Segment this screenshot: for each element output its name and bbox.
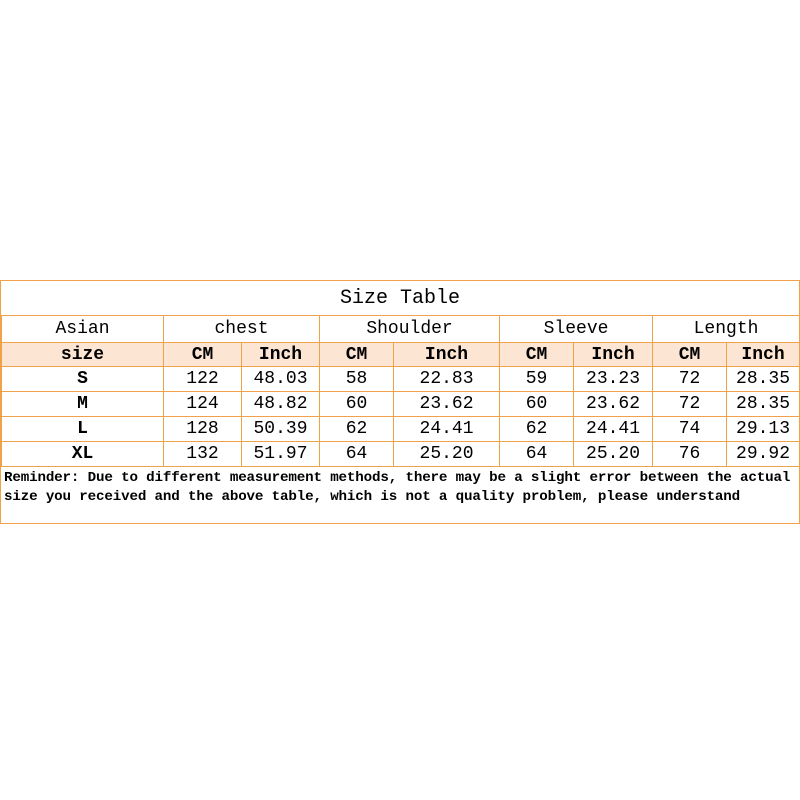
table-cell: 23.62 — [574, 392, 653, 417]
size-cell: M — [2, 392, 164, 417]
table-cell: 124 — [164, 392, 242, 417]
table-cell: 24.41 — [394, 417, 500, 442]
table-cell: 23.23 — [574, 367, 653, 392]
table-cell: 60 — [320, 392, 394, 417]
table-cell: 74 — [653, 417, 727, 442]
table-cell: 23.62 — [394, 392, 500, 417]
unit-header: Inch — [242, 343, 320, 367]
group-header-chest: chest — [164, 316, 320, 343]
group-header-length: Length — [653, 316, 800, 343]
unit-header: CM — [500, 343, 574, 367]
table-cell: 64 — [500, 442, 574, 467]
unit-header: Inch — [394, 343, 500, 367]
size-table — [1, 315, 800, 467]
table-cell: 122 — [164, 367, 242, 392]
table-cell: 25.20 — [394, 442, 500, 467]
table-row — [2, 367, 800, 392]
group-header-asian: Asian — [2, 316, 164, 343]
table-row — [2, 417, 800, 442]
table-cell: 60 — [500, 392, 574, 417]
table-row — [2, 392, 800, 417]
reminder-note: Reminder: Due to different measurement methods, there may be a slight error between the actual size you received and the above table, which is not a quality problem, please understand — [4, 470, 791, 505]
table-cell: 48.03 — [242, 367, 320, 392]
unit-header: CM — [653, 343, 727, 367]
table-cell: 72 — [653, 392, 727, 417]
table-cell: 128 — [164, 417, 242, 442]
table-title: Size Table — [339, 286, 461, 310]
group-header-shoulder: Shoulder — [320, 316, 500, 343]
table-cell: 59 — [500, 367, 574, 392]
group-header-row — [2, 316, 800, 343]
group-header-sleeve: Sleeve — [500, 316, 653, 343]
size-cell: L — [2, 417, 164, 442]
table-cell: 132 — [164, 442, 242, 467]
table-cell: 25.20 — [574, 442, 653, 467]
size-table-sheet — [0, 280, 800, 524]
table-cell: 28.35 — [727, 367, 800, 392]
table-cell: 51.97 — [242, 442, 320, 467]
size-cell: XL — [2, 442, 164, 467]
table-cell: 22.83 — [394, 367, 500, 392]
unit-header-row — [2, 343, 800, 367]
table-cell: 58 — [320, 367, 394, 392]
table-cell: 62 — [320, 417, 394, 442]
unit-header: Inch — [727, 343, 800, 367]
table-row — [2, 442, 800, 467]
table-cell: 28.35 — [727, 392, 800, 417]
table-cell: 29.92 — [727, 442, 800, 467]
table-cell: 48.82 — [242, 392, 320, 417]
table-cell: 72 — [653, 367, 727, 392]
table-cell: 64 — [320, 442, 394, 467]
table-cell: 24.41 — [574, 417, 653, 442]
table-cell: 76 — [653, 442, 727, 467]
unit-header: CM — [164, 343, 242, 367]
table-cell: 62 — [500, 417, 574, 442]
size-cell: S — [2, 367, 164, 392]
unit-header: Inch — [574, 343, 653, 367]
unit-header: size — [2, 343, 164, 367]
table-cell: 50.39 — [242, 417, 320, 442]
table-cell: 29.13 — [727, 417, 800, 442]
unit-header: CM — [320, 343, 394, 367]
